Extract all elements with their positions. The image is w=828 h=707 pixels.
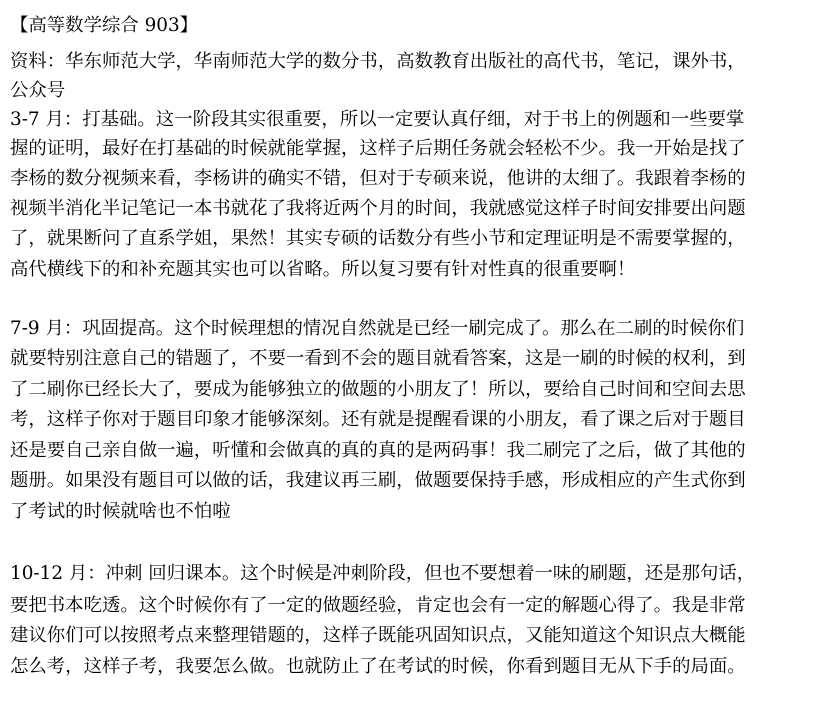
section-2-line: 了二刷你已经长大了，要成为能够独立的做题的小朋友了！所以，要给自己时间和空间去思	[10, 379, 746, 400]
section-1-line: 握的证明，最好在打基础的时候就能掌握，这样子后期任务就会轻松不少。我一开始是找了	[10, 138, 746, 159]
section-1-line: 视频半消化半记笔记一本书就花了我将近两个月的时间，我就感觉这样子时间安排要出问题	[10, 198, 746, 219]
section-1-line: 了，就果断问了直系学姐，果然！其实专硕的话数分有些小节和定理证明是不需要掌握的，	[10, 228, 746, 249]
section-2-line: 7-9 月：巩固提高。这个时候理想的情况自然就是已经一刷完成了。那么在二刷的时候你们	[10, 318, 745, 339]
section-1-line: 3-7 月：打基础。这一阶段其实很重要，所以一定要认真仔细，对于书上的例题和一些要掌	[10, 109, 745, 130]
section-3-line: 怎么考，这样子考，我要怎么做。也就防止了在考试的时候，你看到题目无从下手的局面。	[10, 656, 746, 677]
section-2-line: 考，这样子你对于题目印象才能够深刻。还有就是提醒看课的小朋友，看了课之后对于题目	[10, 409, 746, 430]
section-3-line: 建议你们可以按照考点来整理错题的，这样子既能巩固知识点，又能知道这个知识点大概能	[10, 625, 746, 646]
section-3-line: 要把书本吃透。这个时候你有了一定的做题经验，肯定也会有一定的解题心得了。我是非常	[10, 595, 746, 616]
section-2-line: 还是要自己亲自做一遍，听懂和会做真的真的真的是两码事！我二刷完了之后，做了其他的	[10, 440, 746, 461]
section-2-line: 就要特别注意自己的错题了，不要一看到不会的题目就看答案，这是一刷的时候的权利，到	[10, 348, 746, 369]
document-heading: 【高等数学综合 903】	[10, 15, 199, 36]
section-1-line: 李杨的数分视频来看，李杨讲的确实不错，但对于专硕来说，他讲的太细了。我跟着李杨的	[10, 168, 746, 189]
section-2-line: 了考试的时候就啥也不怕啦	[10, 501, 231, 522]
resources-line: 公众号	[10, 80, 66, 101]
section-2-line: 题册。如果没有题目可以做的话，我建议再三刷，做题要保持手感，形成相应的产生式你到	[10, 470, 746, 491]
resources-line: 资料：华东师范大学，华南师范大学的数分书，高数教育出版社的高代书，笔记，课外书，	[10, 51, 746, 72]
section-3-line: 10-12 月：冲刺 回归课本。这个时候是冲刺阶段，但也不要想着一味的刷题，还是那句话，	[10, 563, 756, 584]
section-1-line: 高代横线下的和补充题其实也可以省略。所以复习要有针对性真的很重要啊！	[10, 259, 636, 280]
